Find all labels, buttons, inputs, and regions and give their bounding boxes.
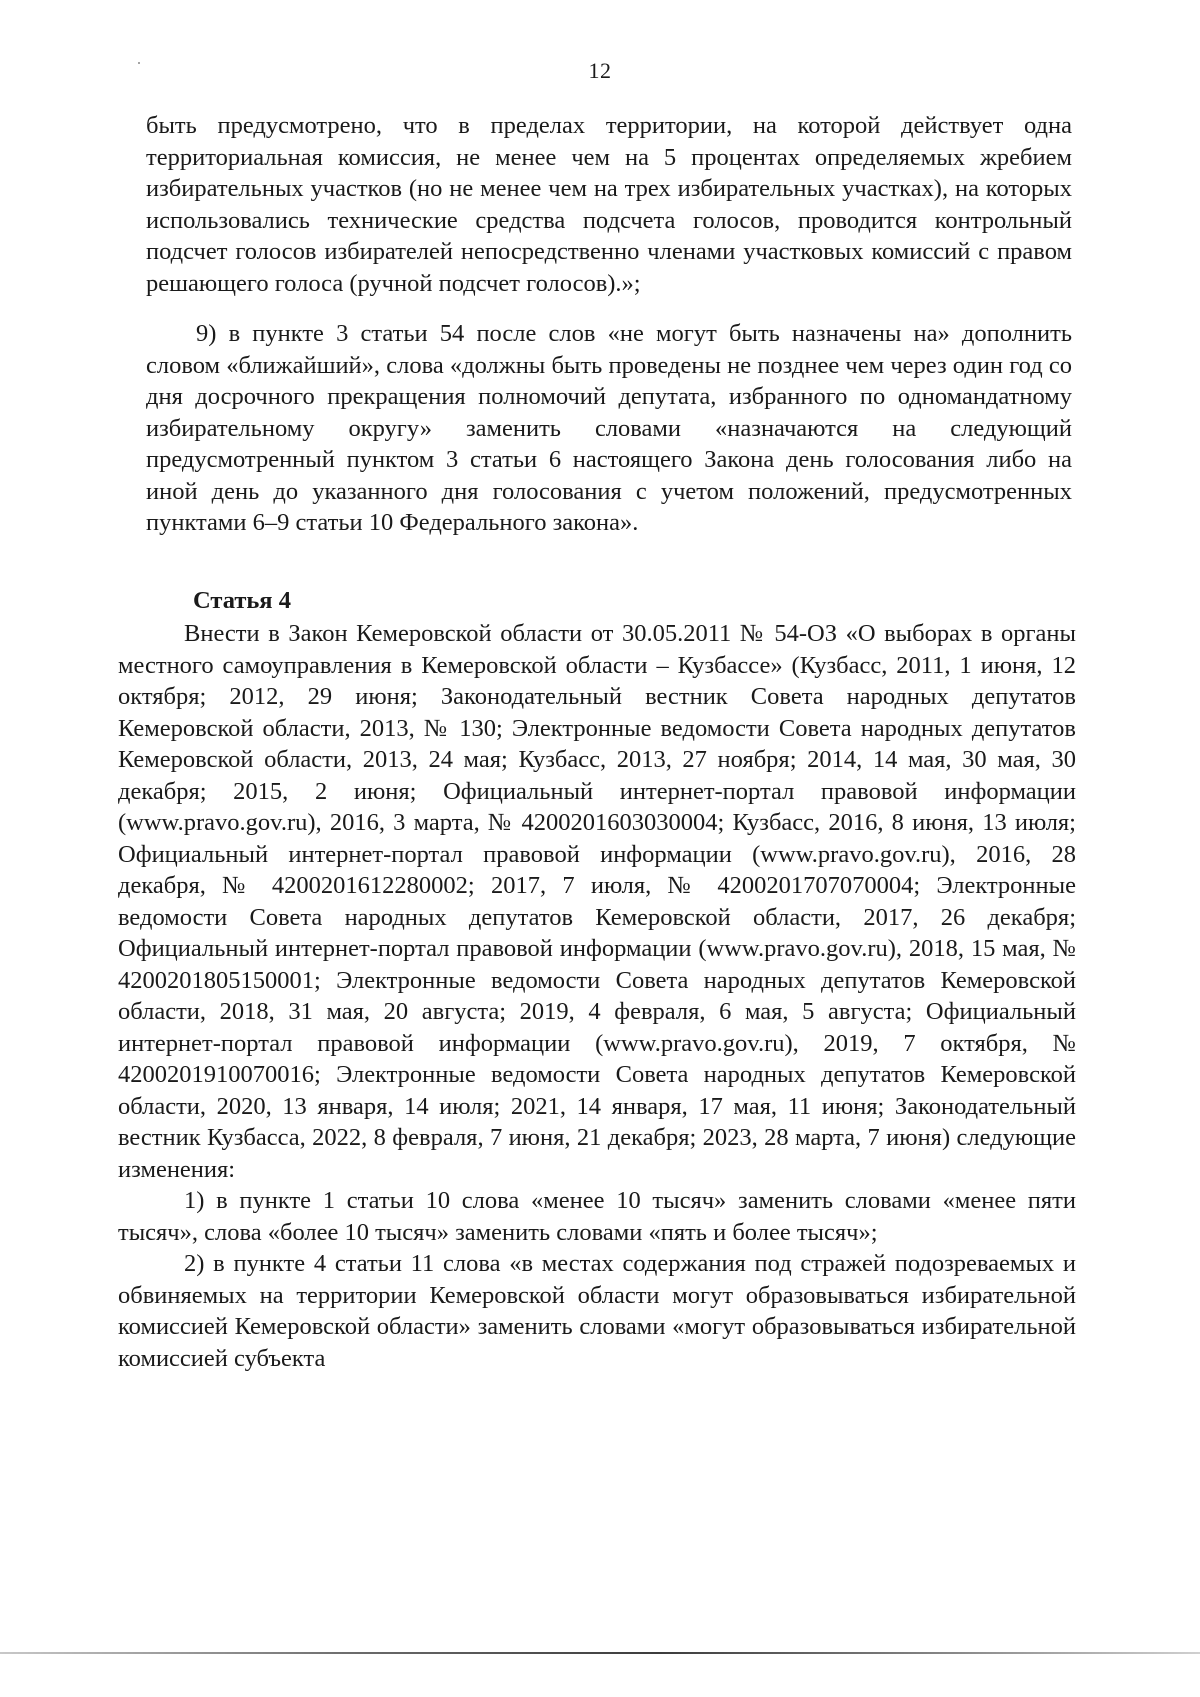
article-heading: Статья 4: [193, 587, 291, 614]
article-intro: Внести в Закон Кемеровской области от 30.05.2011 № 54-ОЗ «О выборах в органы местного самоуправления в Кемеровской области – Кузбассе» (Кузбасс, 2011, 1 июня, 12 октября; 2012, 29 июня; Законодательный вестник Совета народных депутатов Кемеровской области, 2013, № 130; Электронные ведомости Совета народных депутатов Кемеровской области, 2013, 24 мая; Кузбасс, 2013, 27 ноября; 2014, 14 мая, 30 мая, 30 декабря; 2015, 2 июня; Официальный интернет-портал правовой информации (www.pravo.gov.ru), 2016, 3 марта, № 4200201603030004; Кузбасс, 2016, 8 июня, 13 июля; Официальный интернет-портал правовой информации (www.pravo.gov.ru), 2016, 28 декабря, № 4200201612280002; 2017, 7 июля, № 4200201707070004; Электронные ведомости Совета народных депутатов Кемеровской области, 2017, 26 декабря; Официальный интернет-портал правовой информации (www.pravo.gov.ru), 2018, 15 мая, № 4200201805150001; Электронные ведомости Совета народных депутатов Кемеровской области, 2018, 31 мая, 20 августа; 2019, 4 февраля, 6 мая, 5 августа; Официальный интернет-портал правовой информации (www.pravo.gov.ru), 2019, 7 октября, № 4200201910070016; Электронные ведомости Совета народных депутатов Кемеровской области, 2020, 13 января, 14 июля; 2021, 14 января, 17 мая, 11 июня; Законодательный вестник Кузбасса, 2022, 8 февраля, 7 июня, 21 декабря; 2023, 28 марта, 7 июня) следующие изменения:: [118, 620, 1076, 1183]
continuation-paragraph: [146, 110, 1072, 299]
article-body: [118, 618, 1076, 1374]
scan-speck: [138, 62, 140, 64]
article-item-1: 1) в пункте 1 статьи 10 слова «менее 10 тысяч» заменить словами «менее пяти тысяч», слова «более 10 тысяч» заменить словами «пять и более тысяч»;: [118, 1187, 1076, 1246]
continuation-text: быть предусмотрено, что в пределах территории, на которой действует одна территориальная комиссия, не менее чем на 5 процентах определяемых жребием избирательных участков (но не менее чем на трех избирательных участках), на которых использовались технические средства подсчета голосов, проводится контрольный подсчет голосов избирателей непосредственно членами участковых комиссий с правом решающего голоса (ручной подсчет голосов).»;: [146, 112, 1072, 297]
amendment-item-9: [146, 318, 1072, 539]
page-number: 12: [588, 58, 612, 83]
item-9-text: 9) в пункте 3 статьи 54 после слов «не могут быть назначены на» дополнить словом «ближайший», слова «должны быть проведены не позднее чем через один год со дня досрочного прекращения полномочий депутата, избранного по одномандатному избирательному округу» заменить словами «назначаются на следующий предусмотренный пунктом 3 статьи 6 настоящего Закона день голосования либо на иной день до указанного дня голосования с учетом положений, предусмотренных пунктами 6–9 статьи 10 Федерального закона».: [146, 320, 1072, 536]
scan-edge-line: [0, 1652, 1200, 1654]
article-item-2: 2) в пункте 4 статьи 11 слова «в местах содержания под стражей подозреваемых и обвиняемых на территории Кемеровской области могут образовываться избирательной комиссией Кемеровской области» заменить словами «могут образовываться избирательной комиссией субъекта: [118, 1250, 1076, 1372]
